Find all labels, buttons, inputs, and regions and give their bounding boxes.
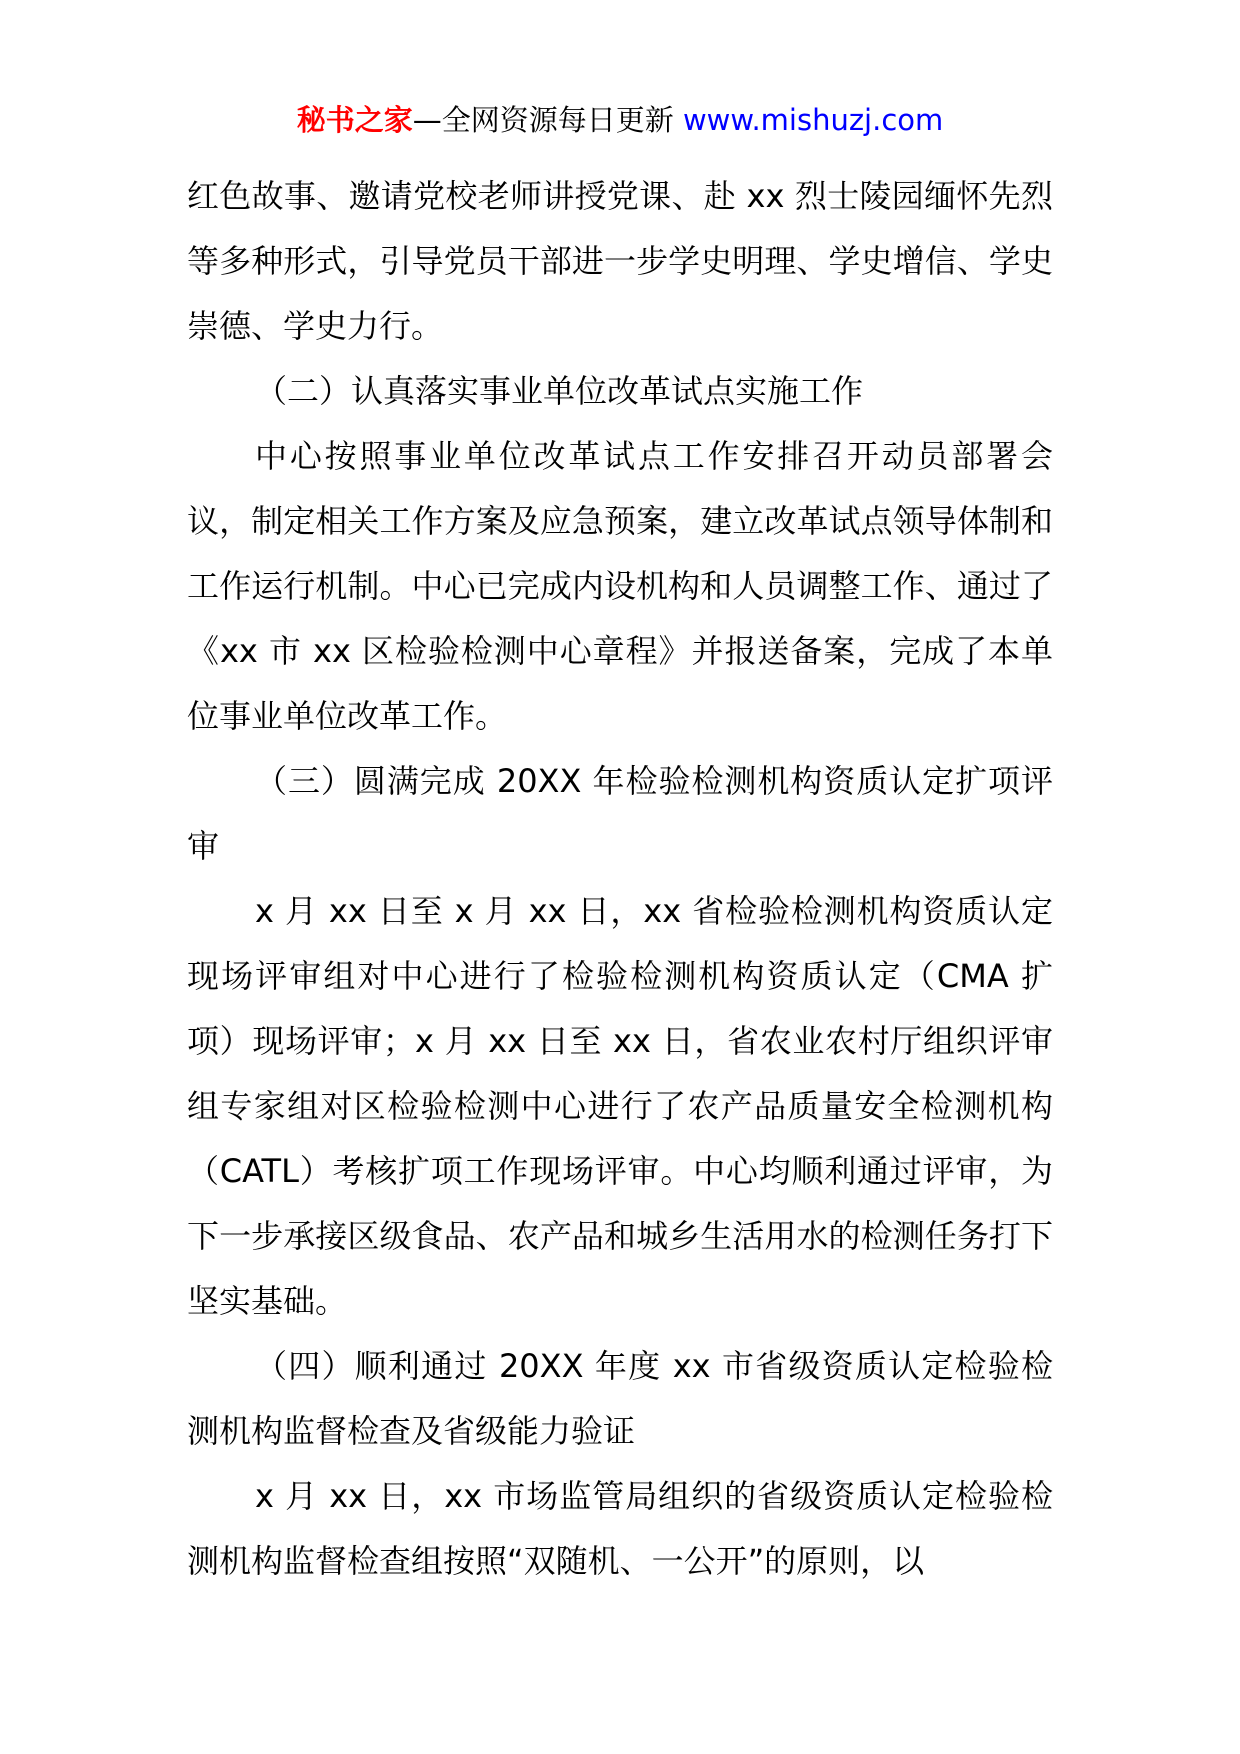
section-heading-3: （三）圆满完成 20XX 年检验检测机构资质认定扩项评审 [187,762,1053,865]
site-url-link[interactable]: www.mishuzj.com [682,103,944,137]
body-paragraph: 中心按照事业单位改革试点工作安排召开动员部署会议，制定相关工作方案及应急预案，建立改革试点领导体制和工作运行机制。中心已完成内设机构和人员调整工作、通过了《xx 市 xx 区检验检测中心章程》并报送备案，完成了本单位事业单位改革工作。 [187,437,1053,735]
site-header [0,100,1240,140]
site-brand: 秘书之家 [296,103,413,137]
body-paragraph: x 月 xx 日至 x 月 xx 日，xx 省检验检测机构资质认定现场评审组对中心进行了检验检测机构资质认定（CMA 扩项）现场评审；x 月 xx 日至 xx 日，省农业农村厅组织评审组专家组对区检验检测中心进行了农产品质量安全检测机构（CATL）考核扩项工作现场评审。中心均顺利通过评审，为下一步承接区级食品、农产品和城乡生活用水的检测任务打下坚实基础。 [187,892,1053,1320]
section-heading-2: （二）认真落实事业单位改革试点实施工作 [255,372,864,410]
site-tagline: —全网资源每日更新 [412,103,674,137]
body-paragraph-continued: 红色故事、邀请党校老师讲授党课、赴 xx 烈士陵园缅怀先烈等多种形式，引导党员干部进一步学史明理、学史增信、学史崇德、学史力行。 [187,177,1053,345]
section-heading-4: （四）顺利通过 20XX 年度 xx 市省级资质认定检验检测机构监督检查及省级能力验证 [187,1347,1053,1450]
body-paragraph: x 月 xx 日，xx 市场监管局组织的省级资质认定检验检测机构监督检查组按照“双随机、一公开”的原则，以 [187,1477,1053,1580]
document-body [187,164,1053,1594]
